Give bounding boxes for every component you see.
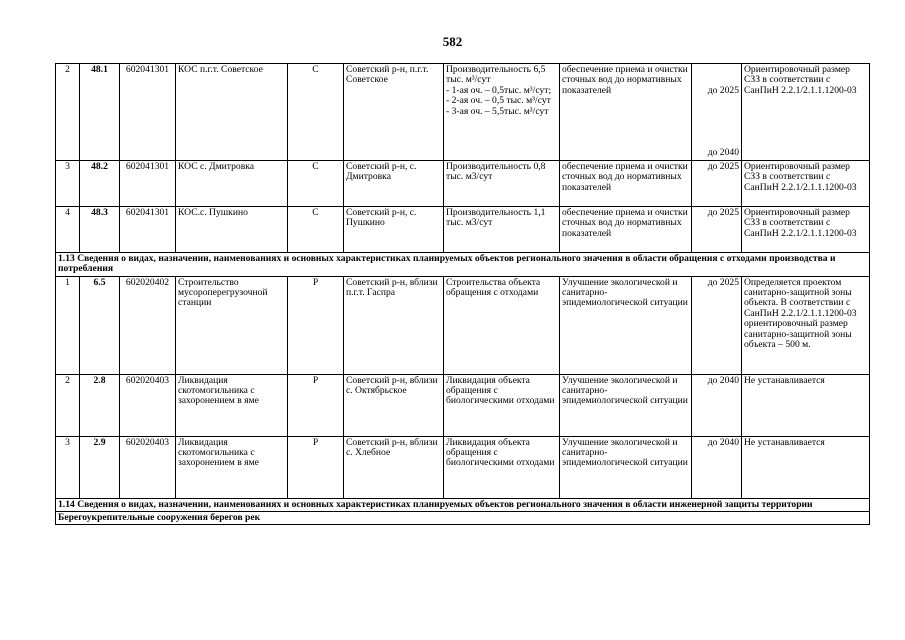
object-name: Ликвидация скотомогильника с захоронением в яме <box>176 374 288 436</box>
row-number: 4 <box>56 206 80 252</box>
characteristic-line: - 1-ая оч. – 0,5тыс. м³/сут; <box>446 84 552 96</box>
object-id: 602041301 <box>120 206 176 252</box>
object-zone: Не устанавливается <box>742 436 870 498</box>
object-location: Советский р-н, вблизи п.г.т. Гаспра <box>344 276 444 374</box>
object-status: Р <box>288 276 344 374</box>
object-location: Советский р-н, вблизи с. Хлебное <box>344 436 444 498</box>
object-purpose: Улучшение экологической и санитарно-эпидемиологической ситуации <box>560 374 692 436</box>
object-characteristic: Ликвидация объекта обращения с биологическими отходами <box>444 374 560 436</box>
characteristic-line: - 2-ая оч. – 0,5 тыс. м³/сут <box>446 95 551 107</box>
row-number: 3 <box>56 160 80 206</box>
row-number: 2 <box>56 64 80 161</box>
table-row <box>56 206 870 252</box>
object-deadline: до 2025 <box>692 160 742 206</box>
object-name: Строительство мусороперегрузочной станции <box>176 276 288 374</box>
object-purpose: обеспечение приема и очистки сточных вод до нормативных показателей <box>560 206 692 252</box>
object-id: 602041301 <box>120 64 176 161</box>
subsection-row <box>56 512 870 525</box>
characteristic-line: - 3-ая оч. – 5,5тыс. м³/сут <box>446 105 549 117</box>
object-code: 48.3 <box>80 206 120 252</box>
object-purpose: обеспечение приема и очистки сточных вод до нормативных показателей <box>560 160 692 206</box>
object-id: 602020403 <box>120 374 176 436</box>
object-characteristic: Ликвидация объекта обращения с биологическими отходами <box>444 436 560 498</box>
object-status: Р <box>288 436 344 498</box>
object-name: КОС.с. Пушкино <box>176 206 288 252</box>
object-purpose: обеспечение приема и очистки сточных вод до нормативных показателей <box>560 64 692 161</box>
object-name: КОС с. Дмитровка <box>176 160 288 206</box>
object-location: Советский р-н, п.г.т. Советское <box>344 64 444 161</box>
object-deadline: до 2025 <box>692 206 742 252</box>
object-status: С <box>288 206 344 252</box>
object-name: Ликвидация скотомогильника с захоронением в яме <box>176 436 288 498</box>
object-zone: Ориентировочный размер СЗЗ в соответствии с СанПиН 2.2.1/2.1.1.1200-03 <box>742 206 870 252</box>
objects-table <box>55 63 870 525</box>
table-row <box>56 160 870 206</box>
object-code: 6.5 <box>80 276 120 374</box>
object-characteristic: Производительность 1,1 тыс. м3/сут <box>444 206 560 252</box>
deadline-first: до 2025 <box>707 85 739 96</box>
object-purpose: Улучшение экологической и санитарно-эпидемиологической ситуации <box>560 276 692 374</box>
object-characteristic: Строительства объекта обращения с отходами <box>444 276 560 374</box>
table-row <box>56 374 870 436</box>
object-status: Р <box>288 374 344 436</box>
object-deadline: до 2025 <box>692 276 742 374</box>
object-id: 602020402 <box>120 276 176 374</box>
object-deadline <box>692 64 742 161</box>
subsection-heading: Берегоукрепительные сооружения берегов рек <box>56 512 870 525</box>
object-id: 602020403 <box>120 436 176 498</box>
object-characteristic <box>444 64 560 161</box>
table-row <box>56 276 870 374</box>
object-status: С <box>288 64 344 161</box>
object-name: КОС п.г.т. Советское <box>176 64 288 161</box>
object-code: 2.8 <box>80 374 120 436</box>
object-characteristic: Производительность 0,8 тыс. м3/сут <box>444 160 560 206</box>
object-zone: Не устанавливается <box>742 374 870 436</box>
section-heading: 1.13 Сведения о видах, назначении, наименованиях и основных характеристиках планируемых объектов регионального значения в области обращения с отходами производства и потребления <box>56 252 870 276</box>
object-zone: Определяется проектом санитарно-защитной зоны объекта. В соответствии с СанПиН 2.2.1/2.1.1.1200-03 ориентировочный размер санитарно-защитной зоны объекта – 500 м. <box>742 276 870 374</box>
object-code: 2.9 <box>80 436 120 498</box>
object-deadline: до 2040 <box>692 436 742 498</box>
row-number: 1 <box>56 276 80 374</box>
deadline-second: до 2040 <box>707 147 739 159</box>
object-purpose: Улучшение экологической и санитарно-эпидемиологической ситуации <box>560 436 692 498</box>
object-zone: Ориентировочный размер СЗЗ в соответствии с СанПиН 2.2.1/2.1.1.1200-03 <box>742 160 870 206</box>
characteristic-line: Производительность 6,5 тыс. м³/сут <box>446 64 546 86</box>
object-code: 48.2 <box>80 160 120 206</box>
page-number: 582 <box>442 34 463 49</box>
object-id: 602041301 <box>120 160 176 206</box>
object-location: Советский р-н, вблизи с. Октябрьское <box>344 374 444 436</box>
row-number: 2 <box>56 374 80 436</box>
table-row <box>56 436 870 498</box>
section-heading-row <box>56 498 870 511</box>
table-row <box>56 64 870 161</box>
object-location: Советский р-н, с. Дмитровка <box>344 160 444 206</box>
section-heading: 1.14 Сведения о видах, назначении, наименованиях и основных характеристиках планируемых объектов регионального значения в области инженерной защиты территории <box>56 498 870 511</box>
object-status: С <box>288 160 344 206</box>
object-location: Советский р-н, с. Пушкино <box>344 206 444 252</box>
row-number: 3 <box>56 436 80 498</box>
object-deadline: до 2040 <box>692 374 742 436</box>
object-code: 48.1 <box>80 64 120 161</box>
section-heading-row <box>56 252 870 276</box>
object-zone: Ориентировочный размер СЗЗ в соответствии с СанПиН 2.2.1/2.1.1.1200-03 <box>742 64 870 161</box>
